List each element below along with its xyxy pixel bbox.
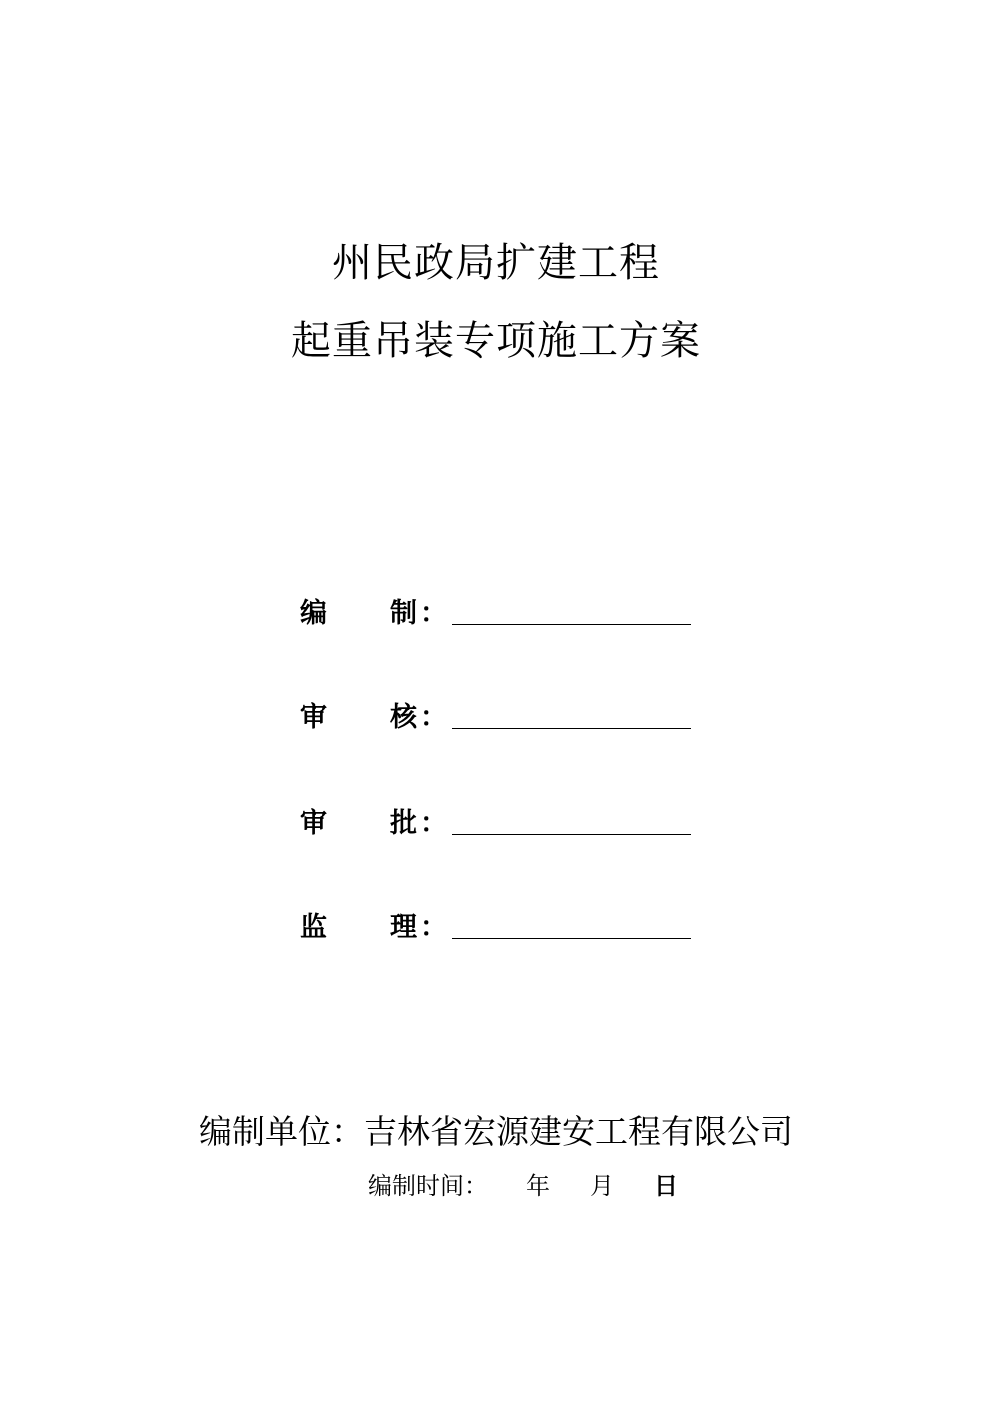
compile-date-month: 月 [590,1172,614,1200]
signature-row-reviewer [300,700,700,744]
signature-blank-line [452,624,691,625]
signature-label-char1: 编 [300,598,327,629]
signature-label-char2: 理 [390,912,417,943]
signature-blank-line [452,834,691,835]
document-title-line1: 州民政局扩建工程 [332,240,660,286]
signature-row-compiler [300,596,700,640]
signature-label-colon: ： [420,808,447,839]
signature-label-char2: 批 [390,808,417,839]
compile-date-day: 日 [654,1172,678,1200]
signature-row-supervisor [300,910,700,954]
compile-date [0,1168,992,1204]
compile-date-label: 编制时间： [368,1172,488,1200]
signature-blank-line [452,728,691,729]
signature-label-char1: 审 [300,808,327,839]
signature-label-colon: ： [420,598,447,629]
signature-label-char2: 核 [390,702,417,733]
signature-label-char2: 制 [390,598,417,629]
signature-label-char1: 审 [300,702,327,733]
signature-label-char1: 监 [300,912,327,943]
signature-blank-line [452,938,691,939]
signature-row-approver [300,806,700,850]
signature-label-colon: ： [420,702,447,733]
signature-label-colon: ： [420,912,447,943]
document-title-line2: 起重吊装专项施工方案 [291,318,701,364]
compiling-organization: 编制单位：吉林省宏源建安工程有限公司 [199,1112,793,1151]
compile-date-year: 年 [526,1172,550,1200]
